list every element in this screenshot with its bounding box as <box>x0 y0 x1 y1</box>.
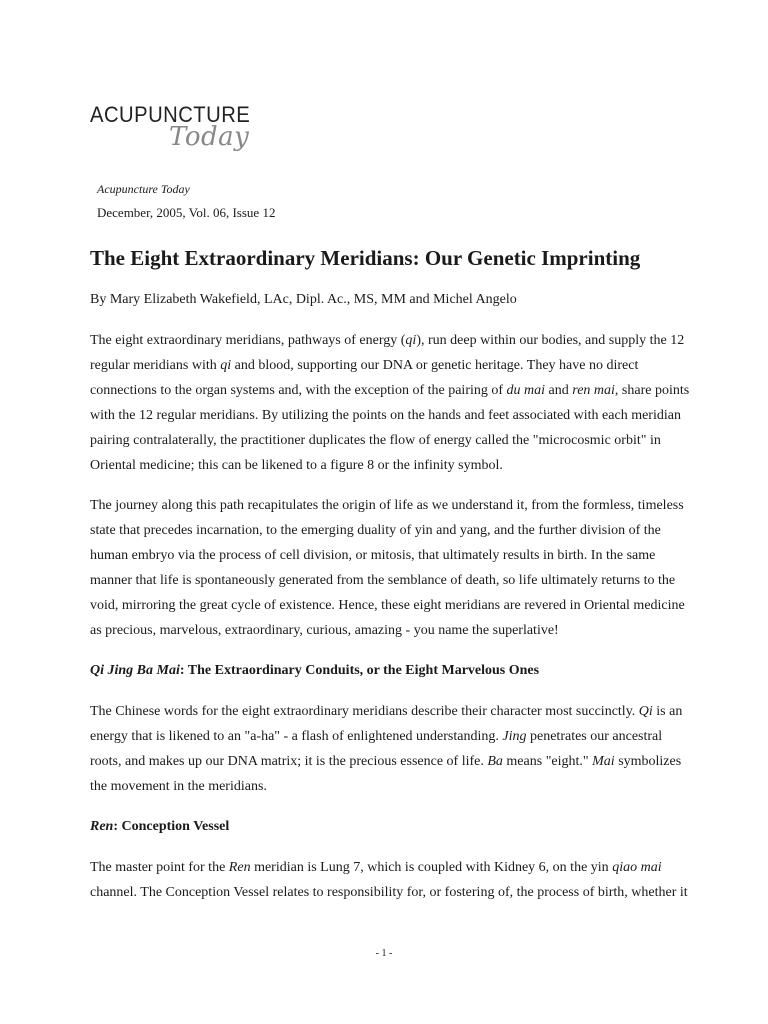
issue-line: December, 2005, Vol. 06, Issue 12 <box>97 205 276 220</box>
section-heading-ren: Ren: Conception Vessel <box>90 819 230 834</box>
journal-name: Acupuncture Today <box>97 182 190 196</box>
article-title: The Eight Extraordinary Meridians: Our Genetic Imprinting <box>90 246 641 270</box>
section-heading-qi-jing-ba-mai: Qi Jing Ba Mai: The Extraordinary Conduits, or the Eight Marvelous Ones <box>90 663 540 678</box>
acupuncture-today-logo <box>90 104 250 164</box>
logo-wordmark: ACUPUNCTURE <box>90 102 251 127</box>
logo-script: Today <box>169 122 250 152</box>
byline: By Mary Elizabeth Wakefield, LAc, Dipl. Ac., MS, MM and Michel Angelo <box>90 292 517 307</box>
paragraph-1: The eight extraordinary meridians, pathways of energy (qi), run deep within our bodies, and supply the 12 regular meridians with qi and blood, supporting our DNA or genetic heritage. They have no direct connections to the organ systems and, with the exception of the pairing of du mai and ren mai, share points with the 12 regular meridians. By utilizing the points on the hands and feet associated with each meridian pairing contralaterally, the practitioner duplicates the flow of energy called the "microcosmic orbit" in Oriental medicine; this can be likened to a figure 8 or the infinity symbol. <box>90 333 690 473</box>
paragraph-3: The Chinese words for the eight extraordinary meridians describe their character most succinctly. Qi is an energy that is likened to an "a-ha" - a flash of enlightened understanding. Jing penetrates our ancestral roots, and makes up our DNA matrix; it is the precious essence of life. Ba means "eight." Mai symbolizes the movement in the meridians. <box>90 704 683 794</box>
paragraph-2: The journey along this path recapitulates the origin of life as we understand it, from the formless, timeless state that precedes incarnation, to the emerging duality of yin and yang, and the further division of the human embryo via the process of cell division, or mitosis, that ultimately results in birth. In the same manner that life is spontaneously generated from the semblance of death, so life ultimately returns to the void, mirroring the great cycle of existence. Hence, these eight meridians are revered in Oriental medicine as precious, marvelous, extraordinary, curious, amazing - you name the superlative! <box>90 498 685 638</box>
article-body <box>90 328 690 920</box>
paragraph-4: The master point for the Ren meridian is Lung 7, which is coupled with Kidney 6, on the yin qiao mai channel. The Conception Vessel relates to responsibility for, or fostering of, the process of birth, whether it <box>90 860 688 900</box>
page-number: - 1 - <box>375 948 393 959</box>
